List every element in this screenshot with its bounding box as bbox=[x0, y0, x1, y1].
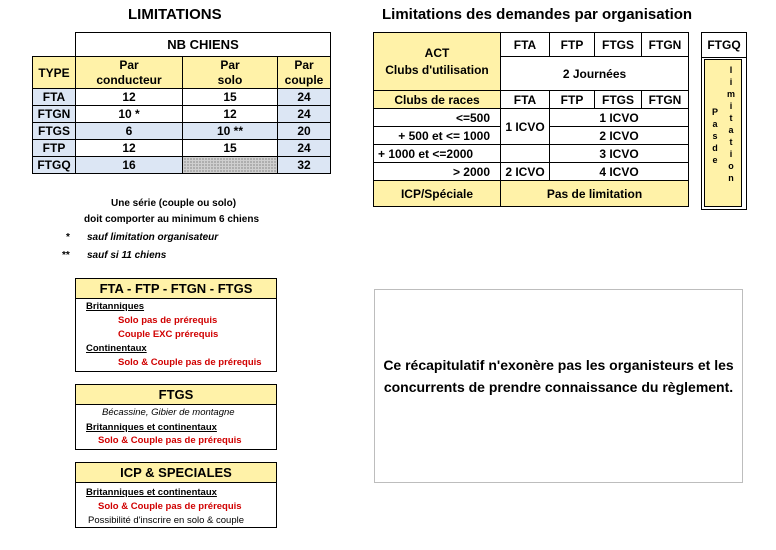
col-couple: Par couple bbox=[278, 57, 331, 89]
table-row: FTGN 10 * 12 24 bbox=[33, 106, 331, 123]
table-row: FTGS 6 10 ** 20 bbox=[33, 123, 331, 140]
star1-text: sauf limitation organisateur bbox=[87, 232, 219, 243]
table-row: FTGQ 16 32 bbox=[33, 157, 331, 174]
note-line1: Une série (couple ou solo) bbox=[111, 198, 237, 209]
box-icp-speciales: ICP & SPECIALES Britanniques et continentaux Solo & Couple pas de prérequis Possibilité d'inscrire en solo & couple bbox=[75, 462, 277, 528]
act-header: ACT Clubs d'utilisation bbox=[374, 33, 501, 91]
org-limits-table: ACT Clubs d'utilisation FTA FTP FTGS FTGN 2 Journées Clubs de races FTA FTP FTGS FTGN <=500 1 ICVO 1 ICVO + 500 et <= 1000 2 ICVO + 1000 et <=2000 3 ICVO > 2000 2 ICVO 4 ICVO ICP/Spéciale Pas de limitation bbox=[373, 32, 689, 207]
table-row: > 2000 2 ICVO 4 ICVO bbox=[374, 163, 689, 181]
no-limit-cell: Pas de limitation bbox=[501, 181, 689, 207]
ftgq-column bbox=[701, 32, 747, 210]
disclaimer-text: Ce récapitulatif n'exonère pas les organisteurs et les concurrents de prendre connaissance du règlement. bbox=[383, 357, 734, 395]
table-row: FTP 12 15 24 bbox=[33, 140, 331, 157]
star2-text: sauf si 11 chiens bbox=[87, 250, 167, 261]
days-cell: 2 Journées bbox=[501, 57, 689, 91]
ftgq-no-limit bbox=[704, 59, 742, 207]
col-solo: Par solo bbox=[183, 57, 278, 89]
star2-mark: ** bbox=[62, 250, 70, 261]
box-ftgs: FTGS Bécassine, Gibier de montagne Britanniques et continentaux Solo & Couple pas de prérequis bbox=[75, 384, 277, 450]
ftgq-vertical-text-col1: P a s d e bbox=[711, 107, 718, 165]
box-fta-ftp-ftgn-ftgs: FTA - FTP - FTGN - FTGS Britanniques Solo pas de prérequis Couple EXC prérequis Continentaux Solo & Couple pas de prérequis bbox=[75, 278, 277, 372]
table-row: + 1000 et <=2000 3 ICVO bbox=[374, 145, 689, 163]
org-limits-title: Limitations des demandes par organisation bbox=[382, 6, 693, 23]
ftgq-vertical-text-col2: l i m i t a t i o n bbox=[726, 65, 735, 183]
hatched-cell bbox=[183, 157, 278, 174]
nb-chiens-header: NB CHIENS bbox=[76, 33, 331, 57]
clubs-races-header: Clubs de races bbox=[374, 91, 501, 109]
ftgq-header: FTGQ bbox=[702, 33, 746, 58]
col-conducteur: Par conducteur bbox=[76, 57, 183, 89]
icp-cell: ICP/Spéciale bbox=[374, 181, 501, 207]
star1-mark: * bbox=[66, 232, 70, 243]
dog-limits-table bbox=[32, 32, 331, 174]
limitations-title: LIMITATIONS bbox=[128, 6, 222, 23]
disclaimer-box bbox=[374, 289, 743, 483]
note-line2: doit comporter au minimum 6 chiens bbox=[84, 214, 260, 225]
col-type: TYPE bbox=[33, 57, 76, 89]
table-row: FTA 12 15 24 bbox=[33, 89, 331, 106]
table-row: <=500 1 ICVO 1 ICVO bbox=[374, 109, 689, 127]
table-row: + 500 et <= 1000 2 ICVO bbox=[374, 127, 689, 145]
